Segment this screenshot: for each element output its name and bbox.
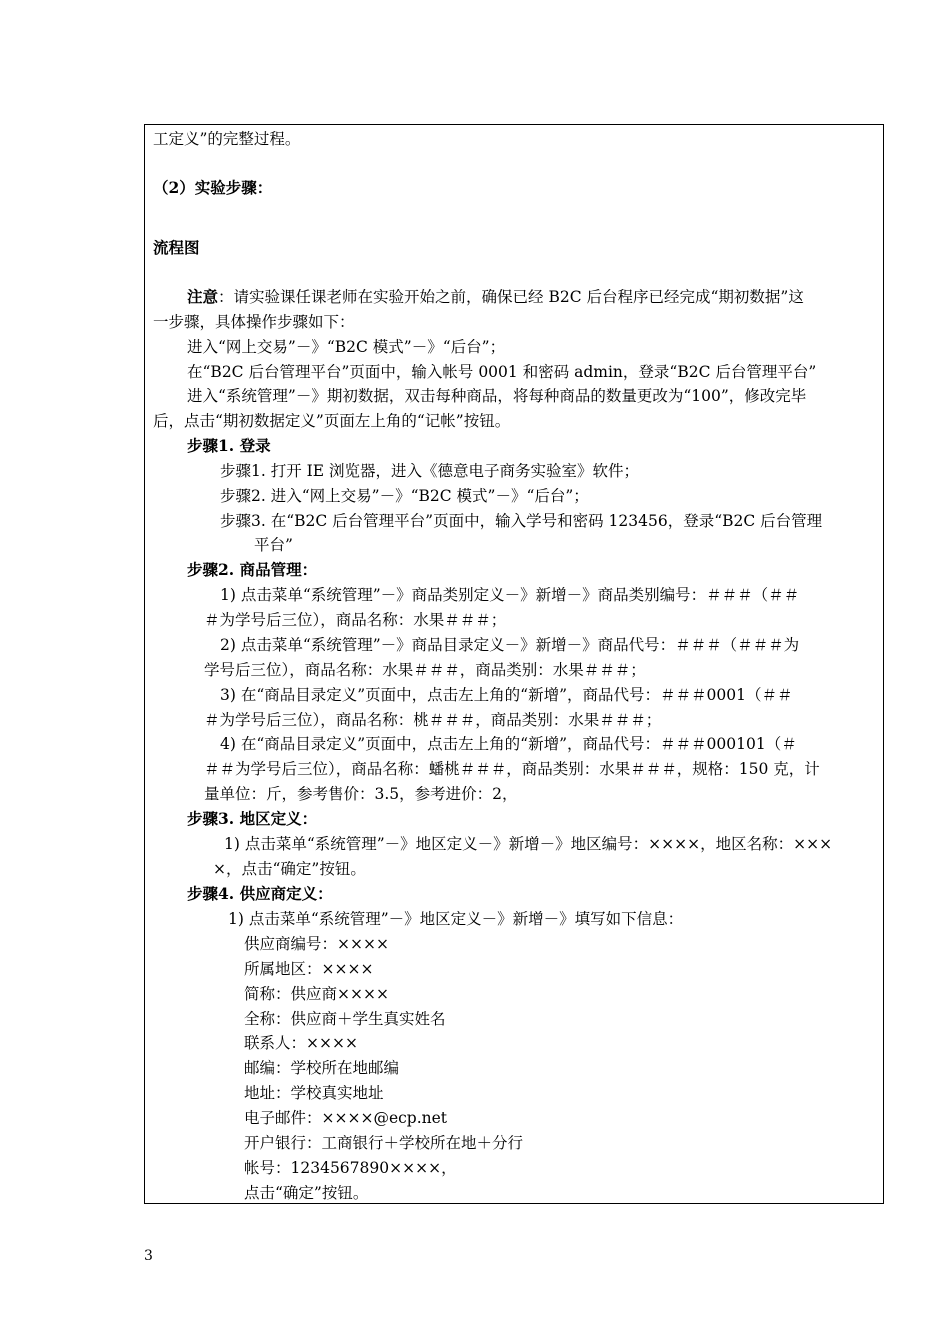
note-line-1 [187, 285, 804, 309]
step2-item-3b: ＃为学号后三位），商品名称：桃＃＃＃，商品类别：水果＃＃＃； [204, 711, 662, 729]
note-step-1: 进入“网上交易”－》“B2C 模式”－》“后台”； [187, 338, 506, 356]
note-line-2: 一步骤，具体操作步骤如下： [153, 313, 355, 331]
section-title: （2）实验步骤： [153, 178, 273, 197]
step2-item-1b: ＃为学号后三位），商品名称：水果＃＃＃； [204, 611, 507, 629]
step1-line-3b: 平台” [254, 536, 293, 554]
step1-line-1: 步骤1. 打开 IE 浏览器，进入《德意电子商务实验室》软件； [220, 462, 640, 480]
note-step-3b: 后，点击“期初数据定义”页面左上角的“记帐”按钮。 [153, 412, 511, 430]
supplier-postcode-field: 邮编：学校所在地邮编 [244, 1059, 400, 1077]
note-step-2: 在“B2C 后台管理平台”页面中，输入帐号 0001 和密码 admin，登录“B2C 后台管理平台” [187, 363, 817, 381]
intro-tail: 工定义”的完整过程。 [153, 130, 301, 148]
supplier-account-field: 帐号：1234567890××××， [244, 1159, 457, 1177]
step4-title: 步骤4. 供应商定义： [187, 884, 333, 903]
step2-item-2b: 学号后三位），商品名称：水果＃＃＃，商品类别：水果＃＃＃； [204, 661, 646, 679]
supplier-contact-field: 联系人：×××× [244, 1034, 358, 1052]
step2-item-3a: 3) 在“商品目录定义”页面中，点击左上角的“新增”，商品代号：＃＃＃0001（＃＃ [220, 686, 793, 704]
supplier-id-field: 供应商编号：×××× [244, 935, 389, 953]
note-step-3a: 进入“系统管理”－》期初数据，双击每种商品，将每种商品的数量更改为“100”，修改完毕 [187, 387, 807, 405]
step1-line-2: 步骤2. 进入“网上交易”－》“B2C 模式”－》“后台”； [220, 487, 589, 505]
note-text: ：请实验课任课老师在实验开始之前，确保已经 B2C 后台程序已经完成“期初数据”这 [218, 288, 804, 306]
step4-item-1: 1) 点击菜单“系统管理”－》地区定义－》新增－》填写如下信息： [228, 910, 684, 928]
supplier-full-name-field: 全称：供应商＋学生真实姓名 [244, 1010, 446, 1028]
supplier-email-field: 电子邮件：××××@ecp.net [244, 1109, 448, 1127]
supplier-address-field: 地址：学校真实地址 [244, 1084, 384, 1102]
note-label: 注意 [187, 287, 219, 306]
step3-item-1b: ×，点击“确定”按钮。 [213, 860, 366, 878]
step2-item-4c: 量单位：斤，参考售价：3.5，参考进价：2， [204, 785, 518, 803]
step2-title: 步骤2. 商品管理： [187, 560, 318, 579]
step1-title: 步骤1. 登录 [187, 436, 271, 455]
supplier-short-name-field: 简称：供应商×××× [244, 985, 389, 1003]
page-number: 3 [144, 1248, 153, 1264]
step3-title: 步骤3. 地区定义： [187, 809, 318, 828]
step2-item-4a: 4) 在“商品目录定义”页面中，点击左上角的“新增”，商品代号：＃＃＃000101（＃ [220, 735, 797, 753]
supplier-confirm-line: 点击“确定”按钮。 [244, 1184, 369, 1202]
step3-item-1a: 1) 点击菜单“系统管理”－》地区定义－》新增－》地区编号：××××，地区名称：××× [224, 835, 833, 853]
flow-title: 流程图 [153, 238, 200, 257]
step1-line-3a: 步骤3. 在“B2C 后台管理平台”页面中，输入学号和密码 123456，登录“B2C 后台管理 [220, 512, 823, 530]
step2-item-2a: 2) 点击菜单“系统管理”－》商品目录定义－》新增－》商品代号：＃＃＃（＃＃＃为 [220, 636, 800, 654]
supplier-region-field: 所属地区：×××× [244, 960, 374, 978]
supplier-bank-field: 开户银行：工商银行＋学校所在地＋分行 [244, 1134, 524, 1152]
step2-item-4b: ＃＃为学号后三位），商品名称：蟠桃＃＃＃，商品类别：水果＃＃＃，规格：150 克，计 [204, 760, 820, 778]
step2-item-1a: 1) 点击菜单“系统管理”－》商品类别定义－》新增－》商品类别编号：＃＃＃（＃＃ [220, 586, 800, 604]
